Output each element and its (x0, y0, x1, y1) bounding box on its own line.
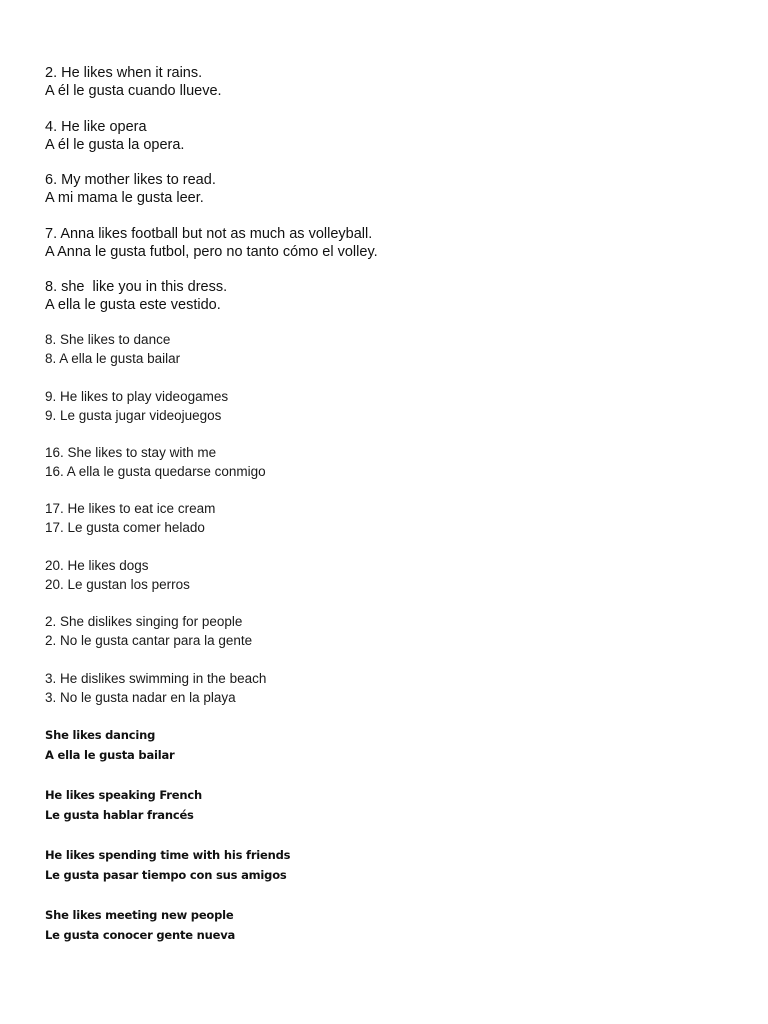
english-sentence: 8. she like you in this dress. (45, 279, 228, 295)
english-sentence: 9. He likes to play videogames (45, 389, 229, 404)
english-sentence: 2. He likes when it rains. (45, 65, 203, 81)
sentence-pair (45, 171, 216, 207)
spanish-translation: A él le gusta la opera. (45, 137, 185, 153)
spanish-translation: 2. No le gusta cantar para la gente (45, 633, 253, 648)
spanish-translation: 16. A ella le gusta quedarse conmigo (45, 464, 266, 479)
sentence-pair (45, 785, 202, 825)
spanish-translation: A ella le gusta este vestido. (45, 297, 221, 313)
spanish-translation: Le gusta hablar francés (45, 808, 194, 822)
spanish-translation: 20. Le gustan los perros (45, 577, 190, 592)
sentence-pair (45, 499, 215, 537)
spanish-translation: A mi mama le gusta leer. (45, 190, 204, 206)
english-sentence: 20. He likes dogs (45, 558, 149, 573)
sentence-pair (45, 387, 228, 425)
english-sentence: 4. He like opera (45, 119, 147, 135)
sentence-pair (45, 845, 290, 885)
spanish-translation: A ella le gusta bailar (45, 748, 175, 762)
english-sentence: 6. My mother likes to read. (45, 172, 216, 188)
english-sentence: 8. She likes to dance (45, 332, 171, 347)
sentence-pair (45, 556, 190, 594)
sentence-pair (45, 278, 227, 314)
english-sentence: He likes spending time with his friends (45, 848, 291, 862)
spanish-translation: A él le gusta cuando llueve. (45, 83, 222, 99)
spanish-translation: 9. Le gusta jugar videojuegos (45, 408, 222, 423)
spanish-translation: 3. No le gusta nadar en la playa (45, 690, 236, 705)
sentence-pair (45, 669, 266, 707)
spanish-translation: A Anna le gusta futbol, pero no tanto cómo el volley. (45, 244, 378, 260)
sentence-pair (45, 64, 222, 100)
sentence-pair (45, 443, 266, 481)
spanish-translation: Le gusta pasar tiempo con sus amigos (45, 868, 287, 882)
spanish-translation: 8. A ella le gusta bailar (45, 351, 181, 366)
sentence-pair (45, 330, 180, 368)
english-sentence: 2. She dislikes singing for people (45, 614, 243, 629)
english-sentence: 3. He dislikes swimming in the beach (45, 671, 267, 686)
english-sentence: She likes meeting new people (45, 908, 234, 922)
english-sentence: 7. Anna likes football but not as much as volleyball. (45, 226, 373, 242)
english-sentence: 16. She likes to stay with me (45, 445, 217, 460)
english-sentence: He likes speaking French (45, 788, 202, 802)
english-sentence: She likes dancing (45, 728, 156, 742)
sentence-pair (45, 118, 184, 154)
sentence-pair (45, 612, 252, 650)
spanish-translation: Le gusta conocer gente nueva (45, 928, 236, 942)
sentence-pair (45, 725, 175, 765)
spanish-translation: 17. Le gusta comer helado (45, 520, 205, 535)
english-sentence: 17. He likes to eat ice cream (45, 501, 216, 516)
sentence-pair (45, 905, 235, 945)
sentence-pair (45, 225, 378, 261)
